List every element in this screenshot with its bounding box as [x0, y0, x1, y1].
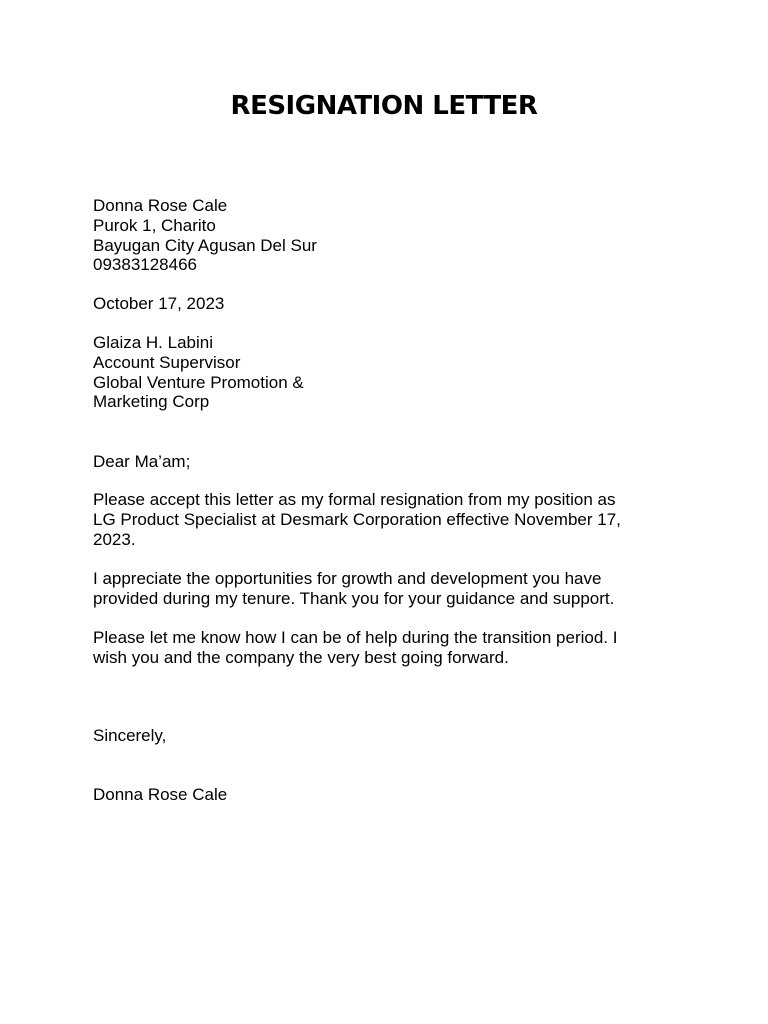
sender-block	[93, 196, 693, 275]
paragraph-line: Please accept this letter as my formal resignation from my position as	[93, 490, 616, 509]
recipient-position: Account Supervisor	[93, 352, 241, 372]
signature-block	[93, 785, 693, 805]
signature-name: Donna Rose Cale	[93, 785, 228, 804]
body-paragraph-1	[93, 490, 693, 549]
paragraph-line: wish you and the company the very best going forward.	[93, 647, 509, 667]
recipient-name: Glaiza H. Labini	[93, 333, 214, 352]
sender-name: Donna Rose Cale	[93, 196, 228, 215]
salutation: Dear Ma’am;	[93, 452, 191, 471]
body-paragraph-3	[93, 628, 693, 668]
closing: Sincerely,	[93, 726, 167, 745]
document-title: RESIGNATION LETTER	[230, 91, 538, 121]
sender-phone: 09383128466	[93, 255, 198, 275]
sender-address-line-2: Bayugan City Agusan Del Sur	[93, 235, 317, 255]
body-paragraph-2	[93, 569, 693, 609]
salutation-block	[93, 452, 693, 472]
date-block	[93, 294, 693, 314]
recipient-block	[93, 333, 693, 412]
paragraph-line: Please let me know how I can be of help during the transition period. I	[93, 628, 618, 647]
paragraph-line: 2023.	[93, 529, 136, 549]
closing-block	[93, 726, 693, 746]
paragraph-line: LG Product Specialist at Desmark Corporation effective November 17,	[93, 509, 621, 529]
sender-address-line-1: Purok 1, Charito	[93, 215, 216, 235]
paragraph-line: I appreciate the opportunities for growth and development you have	[93, 569, 602, 588]
letter-date: October 17, 2023	[93, 294, 225, 313]
recipient-company-line-1: Global Venture Promotion &	[93, 372, 304, 392]
recipient-company-line-2: Marketing Corp	[93, 392, 210, 412]
paragraph-line: provided during my tenure. Thank you for your guidance and support.	[93, 588, 615, 608]
